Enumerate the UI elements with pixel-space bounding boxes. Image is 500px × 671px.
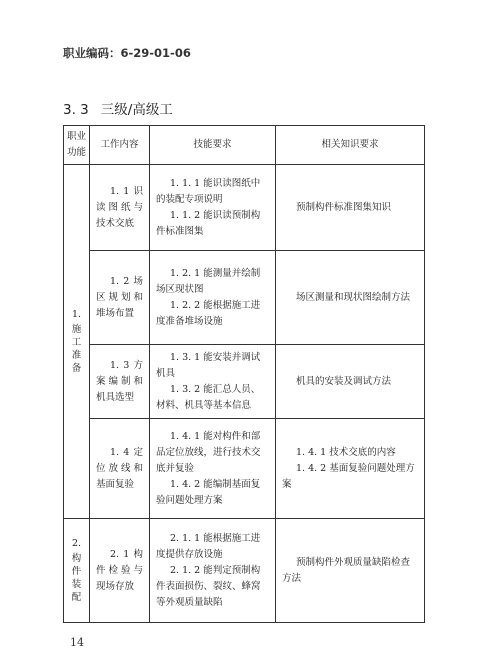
work-content-cell: 1. 4 定位放线和基面复验 xyxy=(90,419,150,519)
knowledge-cell xyxy=(276,519,425,623)
knowledge-cell xyxy=(276,251,425,345)
knowledge-item: 场区测量和现状图绘制方法 xyxy=(296,291,411,303)
work-content-cell: 1. 1 识读图纸与技术交底 xyxy=(90,165,150,251)
skills-table xyxy=(63,125,425,623)
occupation-code: 职业编码：6-29-01-06 xyxy=(63,46,191,60)
work-content-cell: 1. 3 方案编制和机具选型 xyxy=(90,345,150,419)
knowledge-item: 预制构件标准图集知识 xyxy=(296,201,392,213)
table-row xyxy=(64,419,425,519)
header-knowledge-requirements: 相关知识要求 xyxy=(276,126,425,165)
skill-item: 2. 1. 1 能根据施工进度提供存放设施 xyxy=(156,532,261,560)
skill-item: 2. 1. 2 能判定预制构件表面损伤、裂纹、蜂窝等外观质量缺陷 xyxy=(156,564,261,608)
skill-cell xyxy=(150,419,276,519)
function-number: 2. xyxy=(71,537,82,549)
skill-item: 1. 4. 2 能编制基面复验问题处理方案 xyxy=(156,478,261,506)
function-cell-2 xyxy=(64,519,90,623)
table-row xyxy=(64,165,425,251)
knowledge-cell xyxy=(276,419,425,519)
table-row xyxy=(64,519,425,623)
knowledge-cell xyxy=(276,345,425,419)
header-skill-requirements: 技能要求 xyxy=(150,126,276,165)
page-number: 14 xyxy=(70,636,84,649)
section-heading xyxy=(63,98,173,118)
skill-cell xyxy=(150,251,276,345)
skill-item: 1. 3. 2 能汇总人员、材料、机具等基本信息 xyxy=(156,383,261,411)
section-title: 三级/高级工 xyxy=(100,102,173,118)
table-row xyxy=(64,251,425,345)
skill-cell xyxy=(150,519,276,623)
header-function: 职业功能 xyxy=(64,126,90,165)
work-content-cell: 1. 2 场区规划和堆场布置 xyxy=(90,251,150,345)
function-name: 构件装配 xyxy=(71,552,82,603)
skill-item: 1. 1. 2 能识读预制构件标准图集 xyxy=(156,209,261,237)
function-name: 施工准备 xyxy=(71,323,82,374)
function-number: 1. xyxy=(71,308,82,320)
knowledge-item: 预制构件外观质量缺陷检查方法 xyxy=(282,556,411,584)
table-row xyxy=(64,345,425,419)
table-header-row xyxy=(64,126,425,165)
skill-cell xyxy=(150,165,276,251)
skill-item: 1. 2. 1 能测量并绘制场区现状图 xyxy=(156,267,261,295)
function-cell-1 xyxy=(64,165,90,519)
skill-item: 1. 2. 2 能根据施工进度准备堆场设施 xyxy=(156,299,261,327)
skill-item: 1. 4. 1 能对构件和部品定位放线，进行技术交底并复验 xyxy=(156,430,261,474)
skill-item: 1. 1. 1 能识读图纸中的装配专项说明 xyxy=(156,177,261,205)
skill-item: 1. 3. 1 能安装并调试机具 xyxy=(156,351,261,379)
knowledge-cell xyxy=(276,165,425,251)
knowledge-item: 1. 4. 1 技术交底的内容 xyxy=(296,446,396,458)
knowledge-item: 1. 4. 2 基面复验问题处理方案 xyxy=(282,462,415,490)
knowledge-item: 机具的安装及调试方法 xyxy=(296,375,392,387)
work-content-cell: 2. 1 构件检验与现场存放 xyxy=(90,519,150,623)
skill-cell xyxy=(150,345,276,419)
header-work-content: 工作内容 xyxy=(90,126,150,165)
section-number: 3. 3 xyxy=(63,102,89,118)
